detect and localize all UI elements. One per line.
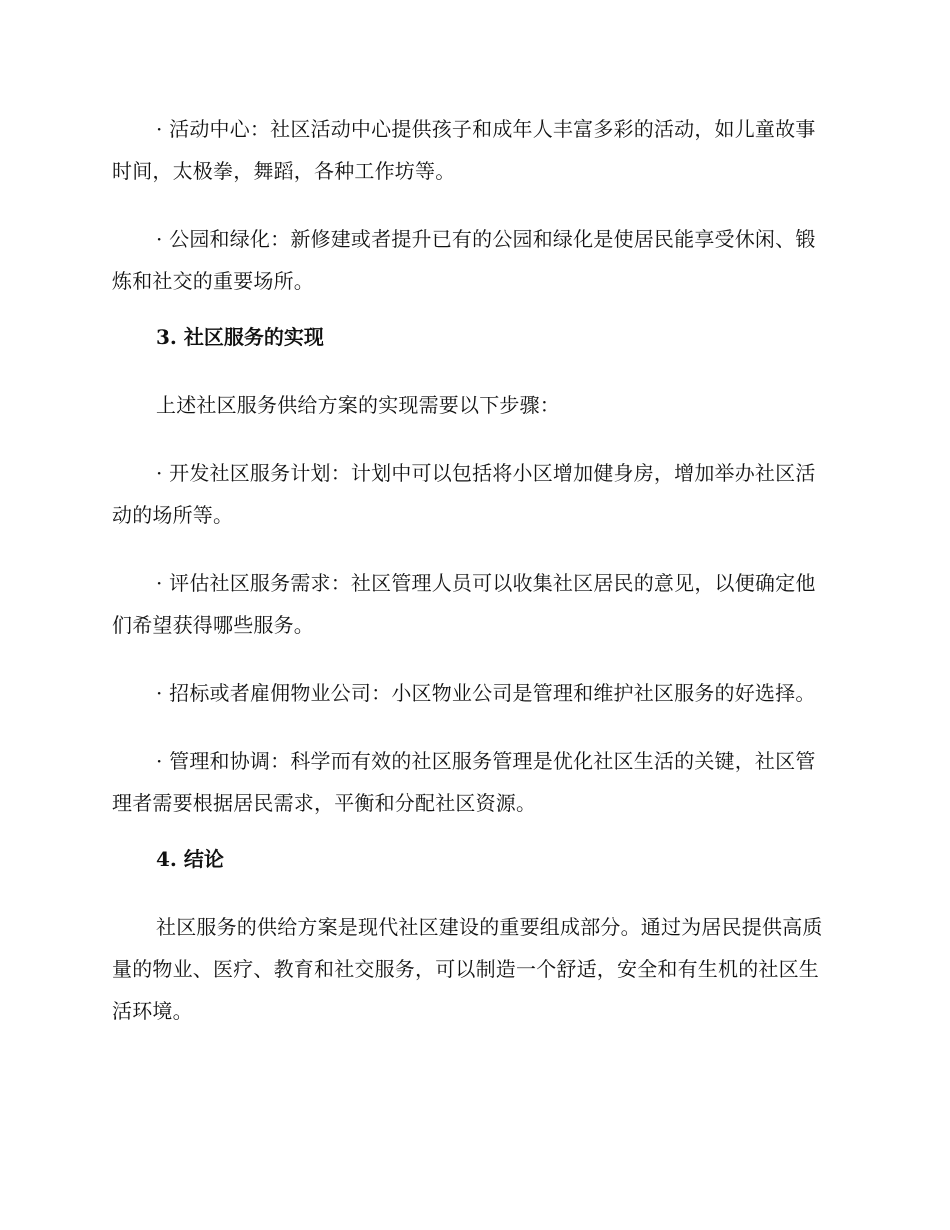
bullet-activity-center: · 活动中心：社区活动中心提供孩子和成年人丰富多彩的活动，如儿童故事时间，太极拳，舞蹈，各种工作坊等。: [112, 117, 816, 183]
bullet-property-company: · 招标或者雇佣物业公司：小区物业公司是管理和维护社区服务的好选择。: [156, 681, 816, 705]
section-3-intro: 上述社区服务供给方案的实现需要以下步骤：: [156, 393, 560, 417]
bullet-parks-greening: · 公园和绿化：新修建或者提升已有的公园和绿化是使居民能享受休闲、锻炼和社交的重要场所。: [112, 227, 816, 293]
bullet-develop-plan: · 开发社区服务计划：计划中可以包括将小区增加健身房，增加举办社区活动的场所等。: [112, 461, 816, 527]
document-page: [112, 108, 832, 1058]
conclusion-paragraph: 社区服务的供给方案是现代社区建设的重要组成部分。通过为居民提供高质量的物业、医疗、教育和社交服务，可以制造一个舒适，安全和有生机的社区生活环境。: [112, 915, 823, 1023]
bullet-management: · 管理和协调：科学而有效的社区服务管理是优化社区生活的关键，社区管理者需要根据居民需求，平衡和分配社区资源。: [112, 749, 816, 815]
section-4-heading: 4. 结论: [156, 847, 224, 871]
section-3-heading: 3. 社区服务的实现: [156, 325, 324, 349]
bullet-assess-needs: · 评估社区服务需求：社区管理人员可以收集社区居民的意见，以便确定他们希望获得哪些服务。: [112, 571, 816, 637]
